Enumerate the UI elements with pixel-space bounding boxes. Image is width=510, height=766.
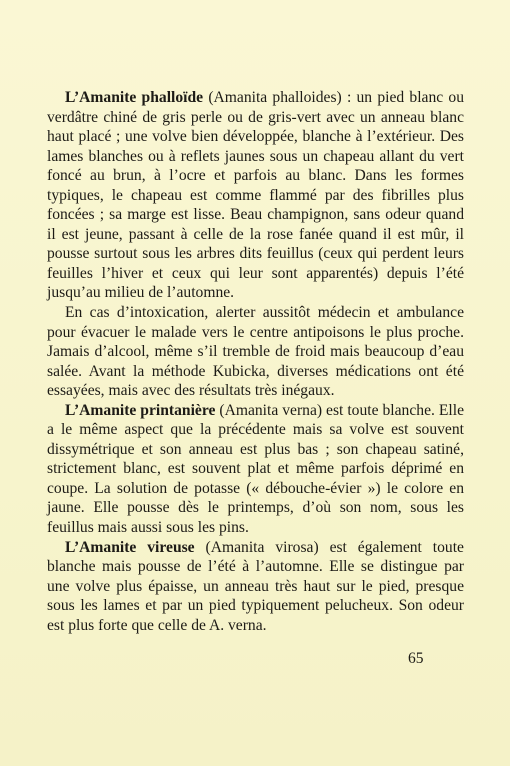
paragraph-body: En cas d’intoxication, alerter aussitôt médecin et ambulance pour évacuer le malade vers le centre antipoisons le plus proche. Jamais d’alcool, même s’il tremble de froid mais beaucoup d’eau salée. Avant la méthode Kubicka, diverses médications ont été essayées, mais avec des résultats très inégaux. — [47, 304, 464, 400]
term-amanite-phalloide: L’Amanite phalloïde — [65, 89, 204, 106]
paragraph-amanite-phalloide — [47, 88, 464, 303]
paragraph-amanite-vireuse — [47, 538, 464, 636]
paragraph-body: (Amanita virosa) est également toute blanche mais pousse de l’été à l’automne. Elle se distingue par une volve plus épaisse, un anneau très haut sur le pied, presque sous les lames et par un pied typiquement pelucheux. Son odeur est plus forte que celle de A. verna. — [47, 538, 464, 634]
body-text — [47, 88, 464, 635]
term-amanite-printaniere: L’Amanite printanière — [65, 401, 216, 419]
paragraph-body: (Amanita verna) est toute blanche. Elle a le même aspect que la précédente mais sa volve est souvent dissymétrique et son anneau est plus bas ; son chapeau satiné, strictement blanc, est souvent plat et même parfois déprimé en coupe. La solution de potasse (« débouche-évier ») le colore en jaune. Elle pousse dès le printemps, d’où son nom, sous les feuillus mais aussi sous les pins. — [47, 401, 464, 537]
paragraph-body: (Amanita phalloides) : un pied blanc ou verdâtre chiné de gris perle ou de gris-vert avec un anneau blanc haut placé ; une volve bien développée, blanche à l’extérieur. Des lames blanches ou à reflets jaunes sous un chapeau allant du vert foncé au brun, à l’ocre et parfois au blanc. Dans les formes typiques, le chapeau est comme flammé par des fibrilles plus foncées ; sa marge est lisse. Beau champignon, sans odeur quand il est jeune, passant à celle de la rose fanée quand il est mûr, il pousse surtout sous les arbres dits feuillus (ceux qui perdent leurs feuilles l’hiver et ceux qui leur sont apparentés) depuis l’été jusqu’au milieu de l’automne. — [47, 89, 464, 302]
term-amanite-vireuse: L’Amanite vireuse — [65, 538, 195, 556]
paragraph-amanite-printaniere — [47, 401, 464, 538]
page-number: 65 — [408, 650, 424, 667]
paragraph-intoxication — [47, 303, 464, 401]
